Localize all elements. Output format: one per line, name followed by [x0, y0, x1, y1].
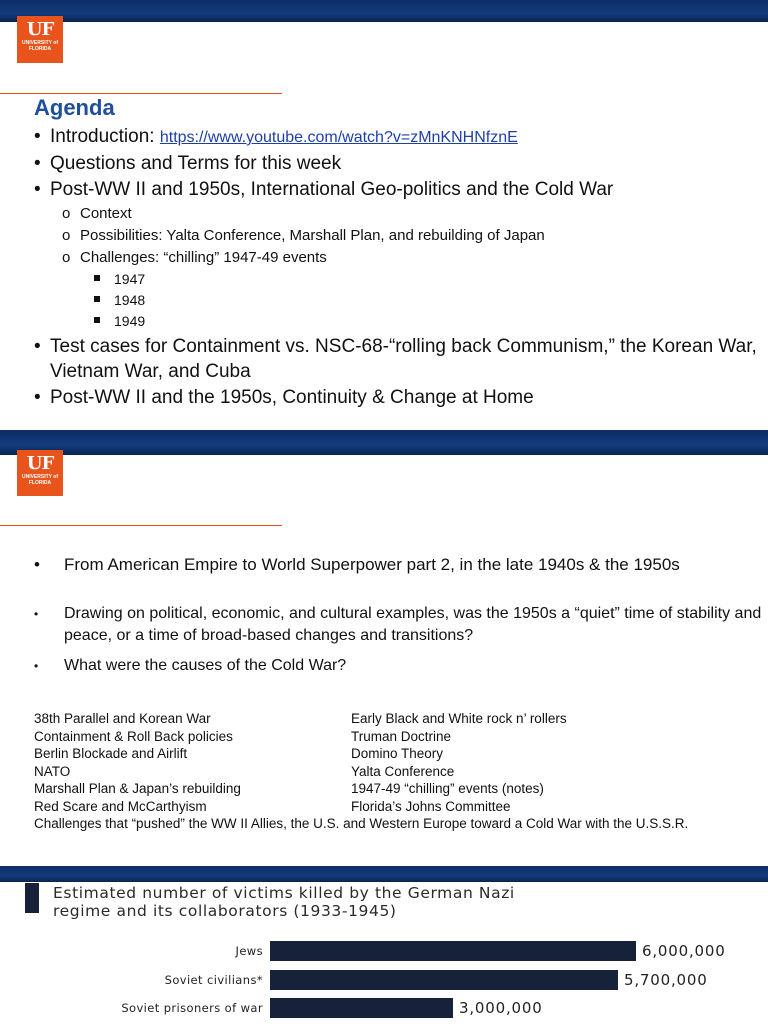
bar-label: Soviet civilians* [164, 973, 263, 987]
term: 38th Parallel and Korean War [34, 711, 211, 726]
bar-value-label: 5,700,000 [624, 971, 708, 989]
title-divider [0, 525, 282, 526]
logo-subtext: UNIVERSITY of FLORIDA [21, 474, 59, 486]
top-banner [0, 430, 768, 455]
term: Containment & Roll Back policies [34, 728, 233, 744]
term: Red Scare and McCarthyism [34, 798, 207, 814]
question-text: Drawing on political, economic, and cultural examples, was the 1950s a “quiet” time of stability and peace, or a time of broad-based changes and transitions? [64, 605, 762, 644]
logo-text: UF [26, 19, 54, 40]
chart-title-line: regime and its collaborators (1933-1945) [53, 902, 397, 920]
uf-logo [17, 16, 63, 63]
bar-value-label: 6,000,000 [642, 942, 726, 960]
uf-logo [17, 450, 63, 496]
sub-item-text: Context [80, 205, 132, 222]
list-item: • Test cases for Containment vs. NSC-68-“rolling back Communism,” the Korean War, Vietnam War, and Cuba [34, 334, 764, 384]
sub-item-text: Possibilities: Yalta Conference, Marshall Plan, and rebuilding of Japan [80, 227, 545, 244]
list-item: • Post-WW II and the 1950s, Continuity & Change at Home [34, 384, 764, 411]
bullet-icon: • [34, 555, 40, 574]
terms-right-column [351, 710, 567, 815]
term: Marshall Plan & Japan’s rebuilding [34, 781, 241, 796]
challenge-caption: Challenges that “pushed” the WW II Allies, the U.S. and Western Europe toward a Cold War with the U.S.S.R. [34, 816, 689, 831]
circle-bullet-icon: o [62, 205, 71, 222]
title-divider [0, 93, 282, 94]
circle-bullet-icon: o [62, 249, 71, 266]
list-item: • Post-WW II and 1950s, International Geo-politics and the Cold War [34, 177, 764, 203]
agenda-list [34, 124, 764, 411]
bar-value-label: 3,000,000 [459, 999, 543, 1017]
year-item: 1948 [34, 290, 764, 311]
term: Florida’s Johns Committee [351, 798, 511, 814]
term: Truman Doctrine [351, 728, 452, 744]
page-title: Agenda [34, 95, 115, 120]
bar [270, 970, 618, 990]
bar-label: Jews [235, 944, 263, 958]
bar-label: Soviet prisoners of war [121, 1001, 263, 1015]
question-text: What were the causes of the Cold War? [64, 657, 347, 674]
term: Domino Theory [351, 746, 444, 761]
intro-video-link[interactable]: https://www.youtube.com/watch?v=zMnKNHNfznE [159, 129, 518, 146]
logo-text: UF [26, 453, 54, 474]
term: Yalta Conference [351, 763, 455, 779]
sub-list-item [34, 203, 764, 225]
chart-title-line: Estimated number of victims killed by the German Nazi [53, 884, 515, 902]
agenda-slide [0, 0, 768, 430]
chart-title [53, 884, 515, 920]
terms-left-column [34, 710, 241, 815]
term: 1947-49 “chilling” events (notes) [351, 781, 544, 796]
bullet-icon: • [34, 659, 39, 673]
sub-list-item [34, 247, 764, 269]
bar [270, 941, 636, 961]
victims-chart-slide [0, 866, 768, 1024]
term: Early Black and White rock n’ rollers [351, 711, 567, 726]
top-banner [0, 0, 768, 22]
bar [270, 998, 453, 1018]
intro-label: Introduction: [50, 126, 160, 147]
sub-list-item [34, 225, 764, 247]
term: NATO [34, 763, 71, 779]
year-item: 1949 [34, 311, 764, 332]
term: Berlin Blockade and Airlift [34, 746, 188, 761]
circle-bullet-icon: o [62, 227, 71, 244]
sub-item-text: Challenges: “chilling” 1947-49 events [80, 249, 327, 266]
title-accent-bar [25, 883, 39, 913]
list-item [34, 124, 764, 151]
top-banner [0, 866, 768, 882]
bullet-icon: • [34, 607, 39, 621]
question-text: From American Empire to World Superpower part 2, in the late 1940s & the 1950s [64, 555, 680, 574]
year-item: 1947 [34, 269, 764, 290]
questions-slide [0, 430, 768, 866]
list-item: • Questions and Terms for this week [34, 151, 764, 177]
logo-subtext: UNIVERSITY of FLORIDA [21, 40, 59, 52]
